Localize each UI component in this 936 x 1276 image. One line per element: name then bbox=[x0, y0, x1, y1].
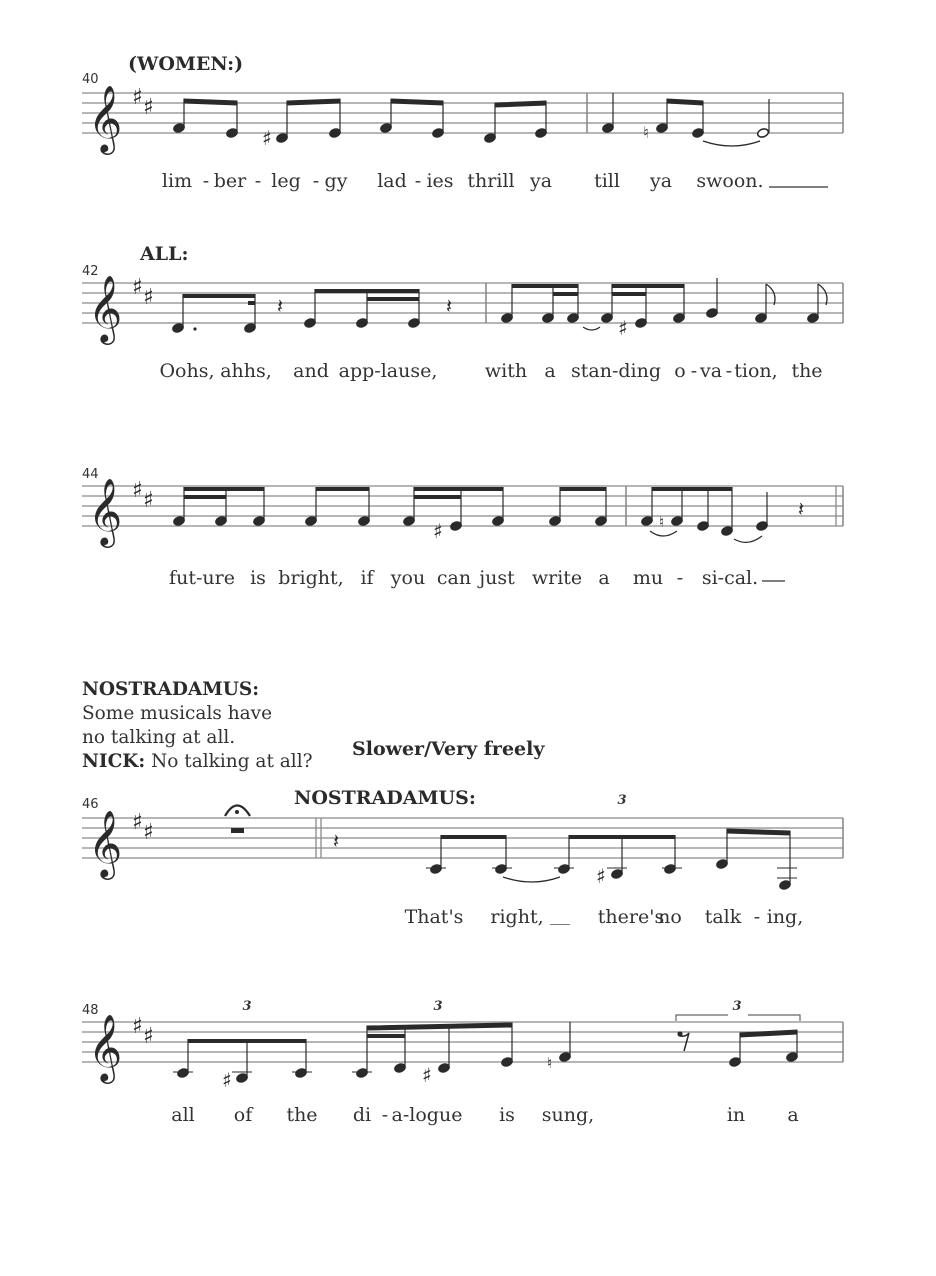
measure-number: 42 bbox=[82, 264, 99, 279]
svg-text:♯: ♯ bbox=[596, 864, 606, 888]
sharp-icon: ♯ bbox=[143, 285, 154, 310]
lyric: di bbox=[352, 1104, 372, 1126]
lyric: - bbox=[381, 1104, 389, 1126]
staff-48 bbox=[0, 929, 936, 1129]
sharp-icon: ♯ bbox=[132, 810, 143, 835]
lyric: - bbox=[676, 567, 684, 589]
lyric: is bbox=[250, 567, 266, 589]
speaker-nick: NICK: bbox=[82, 751, 146, 772]
lyric: - bbox=[414, 170, 422, 192]
quarter-rest-icon: 𝄽 bbox=[446, 294, 453, 318]
lyric: in bbox=[726, 1104, 746, 1126]
lyric: if bbox=[360, 567, 374, 589]
tuplet-bracket bbox=[676, 1015, 800, 1021]
tuplet-number: 3 bbox=[732, 999, 742, 1014]
lyric: stan-ding bbox=[570, 360, 662, 382]
sharp-icon: ♯ bbox=[143, 95, 154, 120]
lyric: a bbox=[598, 567, 610, 589]
lyric: just bbox=[479, 567, 515, 589]
measure-number: 40 bbox=[82, 72, 99, 87]
svg-text:♮: ♮ bbox=[547, 1054, 553, 1072]
lyric: - bbox=[725, 360, 733, 382]
lyric: sung, bbox=[541, 1104, 595, 1126]
lyric: right, bbox=[490, 906, 544, 928]
svg-text:♯: ♯ bbox=[222, 1068, 232, 1092]
lyric: app-lause, bbox=[338, 360, 438, 382]
lyric: - bbox=[312, 170, 320, 192]
lyric: - bbox=[753, 906, 761, 928]
lyric: talk bbox=[704, 906, 742, 928]
speaker-nostradamus: NOSTRADAMUS: bbox=[82, 679, 260, 700]
cue-all: ALL: bbox=[140, 243, 189, 265]
svg-text:♮: ♮ bbox=[643, 123, 649, 142]
dialogue-line: no talking at all. bbox=[82, 727, 236, 748]
lyric: fut-ure bbox=[169, 567, 235, 589]
lyric: with bbox=[484, 360, 528, 382]
lyric: ya bbox=[529, 170, 553, 192]
lyric: si-cal. bbox=[701, 567, 759, 589]
treble-clef-icon: 𝄞 bbox=[88, 84, 123, 152]
lyric: - bbox=[254, 170, 262, 192]
lyric: ing, bbox=[766, 906, 804, 928]
quarter-rest-icon: 𝄽 bbox=[333, 829, 340, 853]
lyric: a-logue bbox=[391, 1104, 463, 1126]
lyric: leg bbox=[271, 170, 301, 192]
lyric: ya bbox=[649, 170, 673, 192]
svg-text:♯: ♯ bbox=[422, 1063, 432, 1087]
sharp-icon: ♯ bbox=[132, 478, 143, 503]
svg-text:♯: ♯ bbox=[262, 126, 272, 150]
tuplet-number: 3 bbox=[242, 999, 252, 1014]
quarter-rest-icon: 𝄽 bbox=[277, 294, 284, 318]
svg-text:♯: ♯ bbox=[433, 519, 443, 543]
svg-text:♮: ♮ bbox=[659, 513, 665, 531]
lyric: of bbox=[233, 1104, 253, 1126]
treble-clef-icon: 𝄞 bbox=[88, 809, 123, 877]
lyric: - bbox=[202, 170, 210, 192]
quarter-rest-icon: 𝄽 bbox=[798, 497, 805, 521]
dialogue-line: Some musicals have bbox=[82, 703, 273, 724]
measure-number: 44 bbox=[82, 467, 99, 482]
lyric: and bbox=[293, 360, 329, 382]
lyric: you bbox=[390, 567, 426, 589]
lyric: write bbox=[531, 567, 583, 589]
sharp-icon: ♯ bbox=[143, 488, 154, 513]
lyric: a bbox=[544, 360, 556, 382]
lyric: That's bbox=[404, 906, 464, 928]
lyric: bright, bbox=[278, 567, 344, 589]
lyric: can bbox=[436, 567, 472, 589]
lyric: there's bbox=[597, 906, 665, 928]
lyric: o bbox=[674, 360, 686, 382]
lyric: ies bbox=[426, 170, 454, 192]
lyric: till bbox=[594, 170, 620, 192]
lyric: lim bbox=[161, 170, 193, 192]
tuplet-number: 3 bbox=[433, 999, 443, 1014]
measure-number: 46 bbox=[82, 797, 99, 812]
sharp-icon: ♯ bbox=[143, 1024, 154, 1049]
sharp-icon: ♯ bbox=[143, 820, 154, 845]
lyric: mu bbox=[632, 567, 664, 589]
staff-46 bbox=[0, 725, 936, 925]
tuplet-number: 3 bbox=[617, 793, 627, 808]
treble-clef-icon: 𝄞 bbox=[88, 274, 123, 342]
treble-clef-icon: 𝄞 bbox=[88, 1013, 123, 1081]
lyric: no bbox=[658, 906, 682, 928]
lyric: ber bbox=[213, 170, 247, 192]
tempo-marking: Slower/Very freely bbox=[352, 738, 545, 760]
lyric: is bbox=[499, 1104, 515, 1126]
sharp-icon: ♯ bbox=[132, 1014, 143, 1039]
whole-rest-icon bbox=[231, 828, 244, 833]
lyric: tion, bbox=[734, 360, 778, 382]
sharp-icon: ♯ bbox=[132, 85, 143, 110]
lyric: ahhs, bbox=[220, 360, 272, 382]
lyric: a bbox=[787, 1104, 799, 1126]
lyric: the bbox=[791, 360, 823, 382]
measure-number: 48 bbox=[82, 1003, 99, 1018]
lyric: lad bbox=[377, 170, 407, 192]
lyric: thrill bbox=[467, 170, 515, 192]
svg-text:♯: ♯ bbox=[618, 316, 628, 340]
staff-44 bbox=[0, 393, 936, 593]
cue-women: (WOMEN:) bbox=[128, 53, 244, 75]
treble-clef-icon: 𝄞 bbox=[88, 477, 123, 545]
dialogue-line: No talking at all? bbox=[145, 751, 313, 772]
lyric: - bbox=[690, 360, 698, 382]
lyric: va bbox=[699, 360, 723, 382]
lyric: gy bbox=[324, 170, 348, 192]
cue-nostradamus: NOSTRADAMUS: bbox=[294, 787, 476, 809]
lyric: all bbox=[171, 1104, 195, 1126]
lyric: swoon. bbox=[696, 170, 764, 192]
lyric: Oohs, bbox=[159, 360, 215, 382]
sharp-icon: ♯ bbox=[132, 275, 143, 300]
lyric: the bbox=[286, 1104, 318, 1126]
